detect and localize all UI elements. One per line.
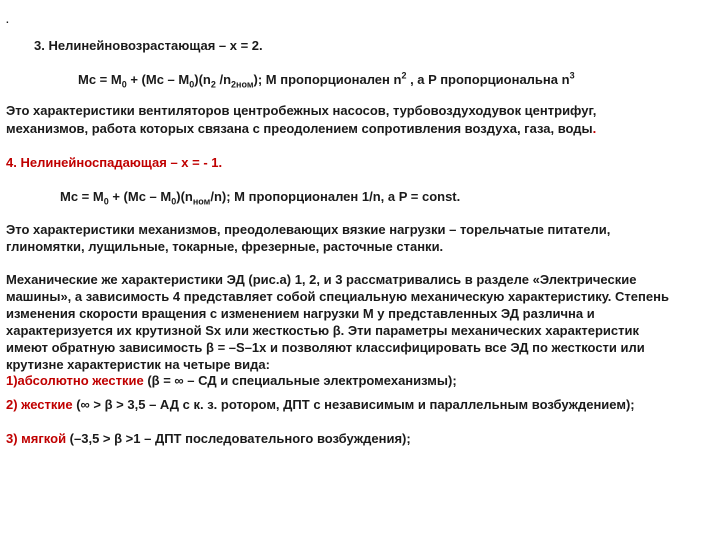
paragraph-motors-line-1: Механические же характеристики ЭД (рис.а) 1, 2, и 3 рассматривались в разделе «Электрические [6, 272, 637, 287]
list-item-label: 3) мягкой [6, 431, 67, 446]
formula-nonlinear-increasing: $Mc = M_0 + (Mc - M_0)(n_2$ $/n_{2ном}$); M пропорционален $n^2$ , а P пропорциональна $n^3$ [78, 70, 575, 90]
paragraph-motors-line-5: имеют обратную зависимость β = –S–1x и позволяют классифицировать все ЭД по жесткости или [6, 340, 645, 355]
stray-dot: . [6, 15, 9, 26]
list-item-label: 1)абсолютно жесткие [6, 373, 144, 388]
formula-nonlinear-decreasing: $Mc = M_0 + (Mc - M_0)(n_{ном}/n)$; M пропорционален 1/n, а P = const. [60, 189, 461, 207]
list-item-absolute-stiff: 1)абсолютно жесткие (β = ∞ – СД и специальные электромеханизмы); [6, 373, 457, 388]
paragraph-fans-line-1: Это характеристики вентиляторов центробежных насосов, турбовоздуходувок центрифуг, [6, 103, 597, 118]
section-4-title: 4. Нелинейноспадающая – x = - 1. [6, 155, 223, 170]
paragraph-viscous-line-1: Это характеристики механизмов, преодолевающих вязкие нагрузки – торельчатые питатели, [6, 222, 611, 237]
list-item-soft: 3) мягкой (–3,5 > β >1 – ДПТ последовательного возбуждения); [6, 431, 411, 446]
paragraph-motors-line-4: характеризуется их крутизной Sx или жесткостью β. Эти параметры механических характеристик [6, 323, 639, 338]
paragraph-motors-line-6: крутизне характеристик на четыре вида: [6, 357, 270, 372]
list-item-label: 2) жесткие [6, 397, 73, 412]
paragraph-viscous-line-2: глиномятки, лущильные, токарные, фрезерные, расточные станки. [6, 239, 444, 254]
paragraph-motors-line-2: машины», а зависимость 4 представляет собой специальную механическую характеристику. Степень [6, 289, 669, 304]
paragraph-fans-line-2: механизмов, работа которых связана с преодолением сопротивления воздуха, газа, воды. [6, 121, 597, 136]
section-3-title: 3. Нелинейновозрастающая – x = 2. [34, 38, 263, 53]
paragraph-motors-line-3: изменения скорости вращения с изменением нагрузки M у представленных ЭД различна и [6, 306, 595, 321]
list-item-stiff: 2) жесткие (∞ > β > 3,5 – АД с к. з. ротором, ДПТ с независимым и параллельным возбуждением); [6, 397, 635, 412]
